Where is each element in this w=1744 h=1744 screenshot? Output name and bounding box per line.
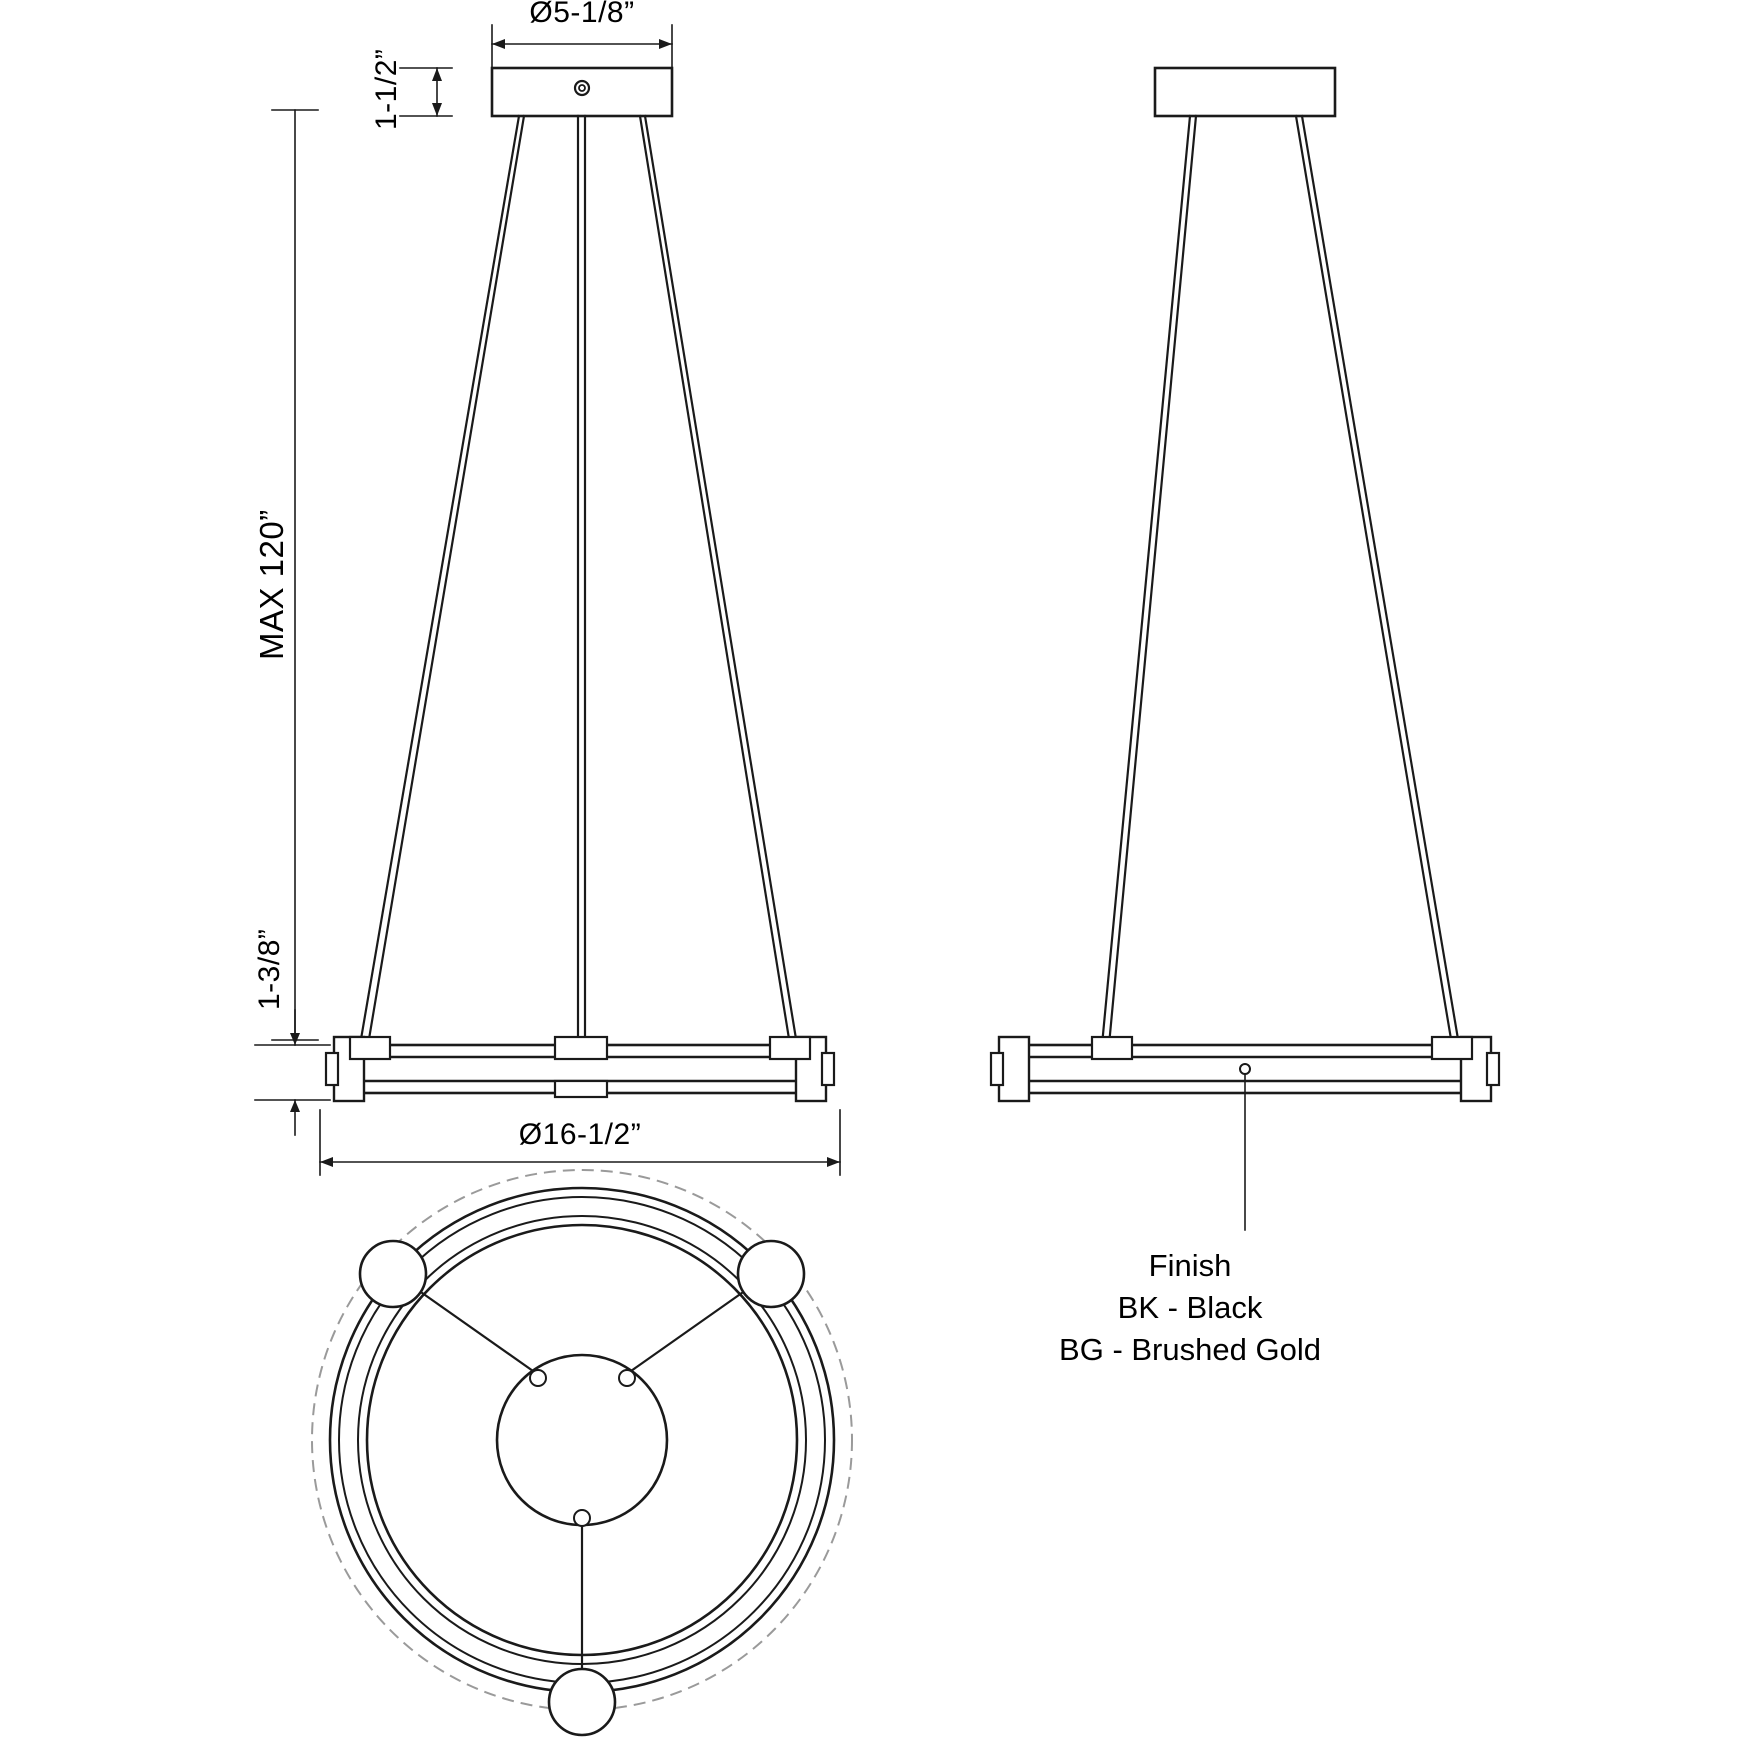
dim-label-max-drop: MAX 120”: [253, 509, 290, 660]
dim-label-canopy-height: 1-1/2”: [370, 48, 403, 130]
dim-fixture-height: [255, 1010, 330, 1135]
front-ring-body: [326, 1037, 834, 1101]
side-cables: [1102, 116, 1459, 1045]
finish-callout: [980, 1245, 1400, 1371]
side-canopy: [1155, 68, 1335, 116]
finish-heading: Finish: [1148, 1248, 1232, 1283]
plan-view: [312, 1170, 852, 1735]
finish-option-brushed-gold: BG - Brushed Gold: [1059, 1332, 1321, 1367]
dim-label-canopy-diameter: Ø5-1/8”: [529, 0, 635, 29]
dim-label-fixture-height: 1-3/8”: [253, 928, 286, 1010]
dim-canopy-height: [400, 68, 452, 116]
front-canopy: [492, 68, 672, 116]
front-cables: [360, 116, 797, 1045]
finish-option-black: BK - Black: [1117, 1290, 1263, 1325]
dim-canopy-diameter: [492, 25, 672, 72]
dim-label-fixture-diameter: Ø16-1/2”: [518, 1118, 642, 1151]
